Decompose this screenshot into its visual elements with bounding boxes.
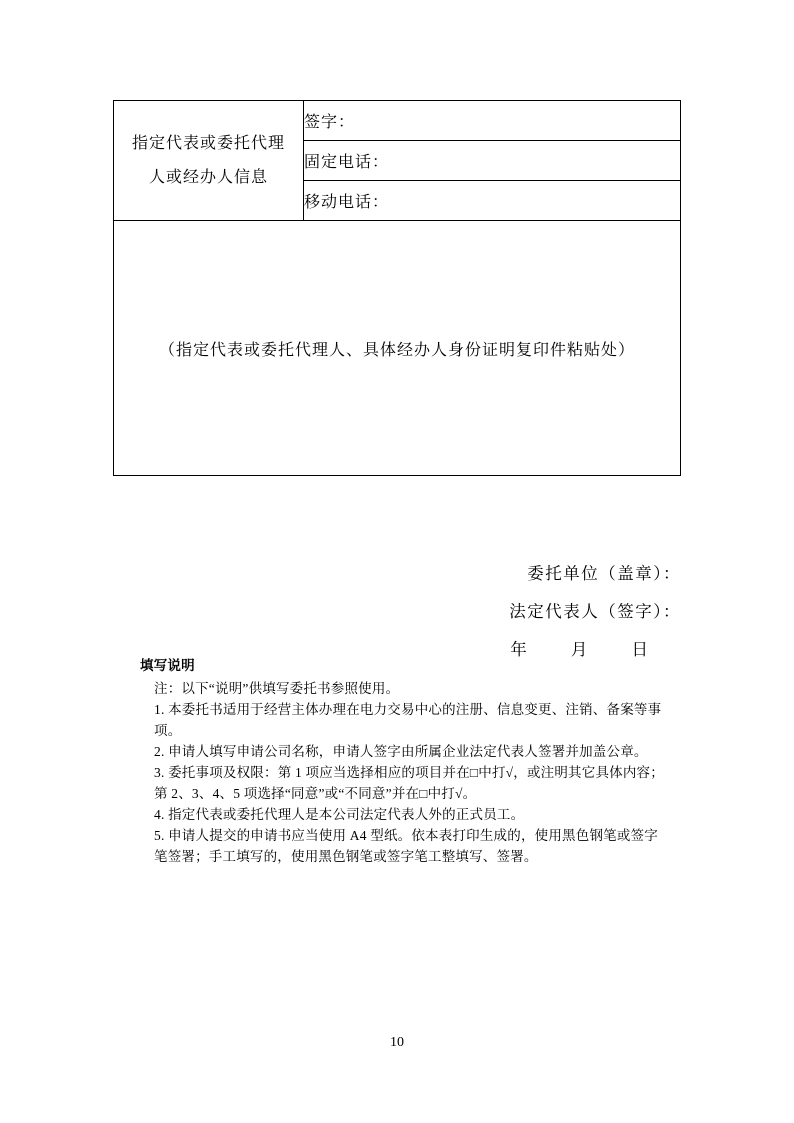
- instructions-title: 填写说明: [140, 658, 195, 673]
- representative-info-table: [113, 100, 681, 476]
- label-line-2: 人或经办人信息: [148, 168, 268, 186]
- mobile-field[interactable]: 移动电话：: [304, 181, 681, 221]
- instruction-item: 2. 申请人填写申请公司名称，申请人签字由所属企业法定代表人签署并加盖公章。: [154, 744, 648, 759]
- id-copy-paste-area[interactable]: （指定代表或委托代理人、具体经办人身份证明复印件粘贴处）: [114, 221, 681, 476]
- instruction-item: 5. 申请人提交的申请书应当使用 A4 型纸。依本表打印生成的，使用黑色钢笔或签字笔签署；手工填写的，使用黑色钢笔或签字笔工整填写、签署。: [154, 828, 658, 864]
- legal-representative-line: 法定代表人（签字）：: [509, 602, 681, 621]
- instruction-item: 1. 本委托书适用于经营主体办理在电力交易中心的注册、信息变更、注销、备案等事项。: [154, 702, 662, 738]
- landline-field[interactable]: 固定电话：: [304, 141, 681, 181]
- date-day-label: 日: [631, 640, 649, 659]
- entrust-unit-line: 委托单位（盖章）：: [527, 564, 681, 583]
- instruction-item: 注：以下“说明”供填写委托书参照使用。: [154, 681, 400, 696]
- instruction-item: 4. 指定代表或委托代理人是本公司法定代表人外的正式员工。: [154, 807, 525, 822]
- signature-block: [0, 555, 794, 669]
- table-row: [114, 221, 681, 476]
- instruction-item: 3. 委托事项及权限：第 1 项应当选择相应的项目并在□中打√，或注明其它具体内容；第 2、3、4、5 项选择“同意”或“不同意”并在□中打√。: [154, 765, 664, 801]
- representative-info-label: [114, 101, 304, 221]
- instructions-section: [140, 655, 670, 867]
- signature-field[interactable]: 签字：: [304, 101, 681, 141]
- label-line-1: 指定代表或委托代理: [131, 134, 285, 152]
- date-year-label: 年: [510, 640, 528, 659]
- date-month-label: 月: [570, 640, 589, 659]
- table-row: [114, 101, 681, 141]
- page-number: 10: [390, 1035, 404, 1050]
